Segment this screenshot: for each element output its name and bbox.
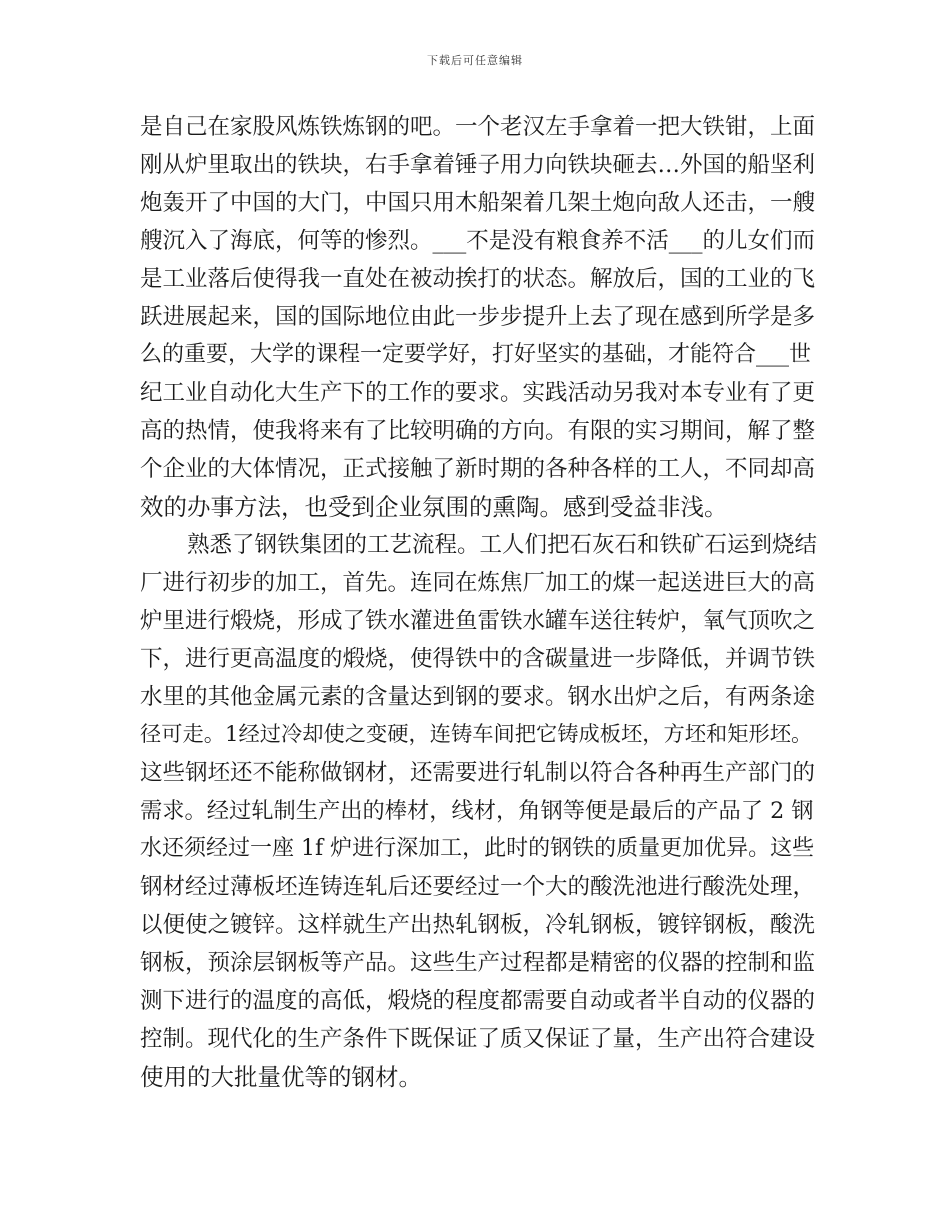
text-line: 纪工业自动化大生产下的工作的要求。实践活动另我对本专业有了更: [140, 380, 816, 406]
text-line: 高的热情，使我将来有了比较明确的方向。有限的实习期间，解了整: [140, 418, 816, 444]
text-line: 控制。现代化的生产条件下既保证了质又保证了量，生产出符合建设: [140, 1026, 816, 1052]
text-line: 跃进展起来，国的国际地位由此一步步提升上去了现在感到所学是多: [140, 304, 816, 330]
text-line: 钢材经过薄板坯连铸连轧后还要经过一个大的酸洗池进行酸洗处理，: [140, 874, 816, 900]
text-line: 炉里进行煅烧，形成了铁水灌进鱼雷铁水罐车送往转炉，氧气顶吹之: [140, 608, 816, 634]
text-line: 么的重要，大学的课程一定要学好，打好坚实的基础，才能符合___世: [140, 342, 812, 367]
text-line: 径可走。1经过冷却使之变硬，连铸车间把它铸成板坯，方坯和矩形坯。: [140, 722, 813, 747]
text-line: 钢板，预涂层钢板等产品。这些生产过程都是精密的仪器的控制和监: [140, 950, 816, 976]
text-line: 炮轰开了中国的大门，中国只用木船架着几架土炮向敌人还击，一艘: [140, 190, 816, 216]
text-line: 测下进行的温度的高低，煅烧的程度都需要自动或者半自动的仪器的: [140, 988, 816, 1014]
text-line: 效的办事方法，也受到企业氛围的熏陶。感到受益非浅。: [140, 493, 728, 521]
text-line: 是自己在家股风炼铁炼钢的吧。一个老汉左手拿着一把大铁钳，上面: [140, 114, 816, 140]
text-line: 水里的其他金属元素的含量达到钢的要求。钢水出炉之后，有两条途: [140, 684, 816, 710]
page-header: 下载后可任意编辑: [427, 54, 523, 67]
text-line: 需求。经过轧制生产出的棒材，线材，角钢等便是最后的产品了 2 钢: [140, 798, 814, 824]
text-line: 厂进行初步的加工，首先。连同在炼焦厂加工的煤一起送进巨大的高: [140, 570, 816, 596]
text-line: 以便使之镀锌。这样就生产出热轧钢板，冷轧钢板，镀锌钢板，酸洗: [140, 912, 816, 938]
text-line: 是工业落后使得我一直处在被动挨打的状态。解放后，国的工业的飞: [140, 266, 816, 292]
text-line: 水还须经过一座 1f 炉进行深加工，此时的钢铁的质量更加优异。这些: [140, 836, 815, 861]
text-line: 使用的大批量优等的钢材。: [140, 1063, 422, 1091]
text-line: 艘沉入了海底，何等的惨烈。___不是没有粮食养不活___的儿女们而: [140, 228, 816, 254]
paragraph-first-line: 熟悉了钢铁集团的工艺流程。工人们把石灰石和铁矿石运到烧结: [187, 532, 818, 558]
text-line: 下，进行更高温度的煅烧，使得铁中的含碳量进一步降低，并调节铁: [140, 646, 816, 672]
text-line: 这些钢坯还不能称做钢材，还需要进行轧制以符合各种再生产部门的: [140, 760, 816, 786]
text-line: 个企业的大体情况，正式接触了新时期的各种各样的工人，不同却高: [140, 456, 816, 482]
text-line: 刚从炉里取出的铁块，右手拿着锤子用力向铁块砸去…外国的船坚利: [140, 152, 816, 178]
